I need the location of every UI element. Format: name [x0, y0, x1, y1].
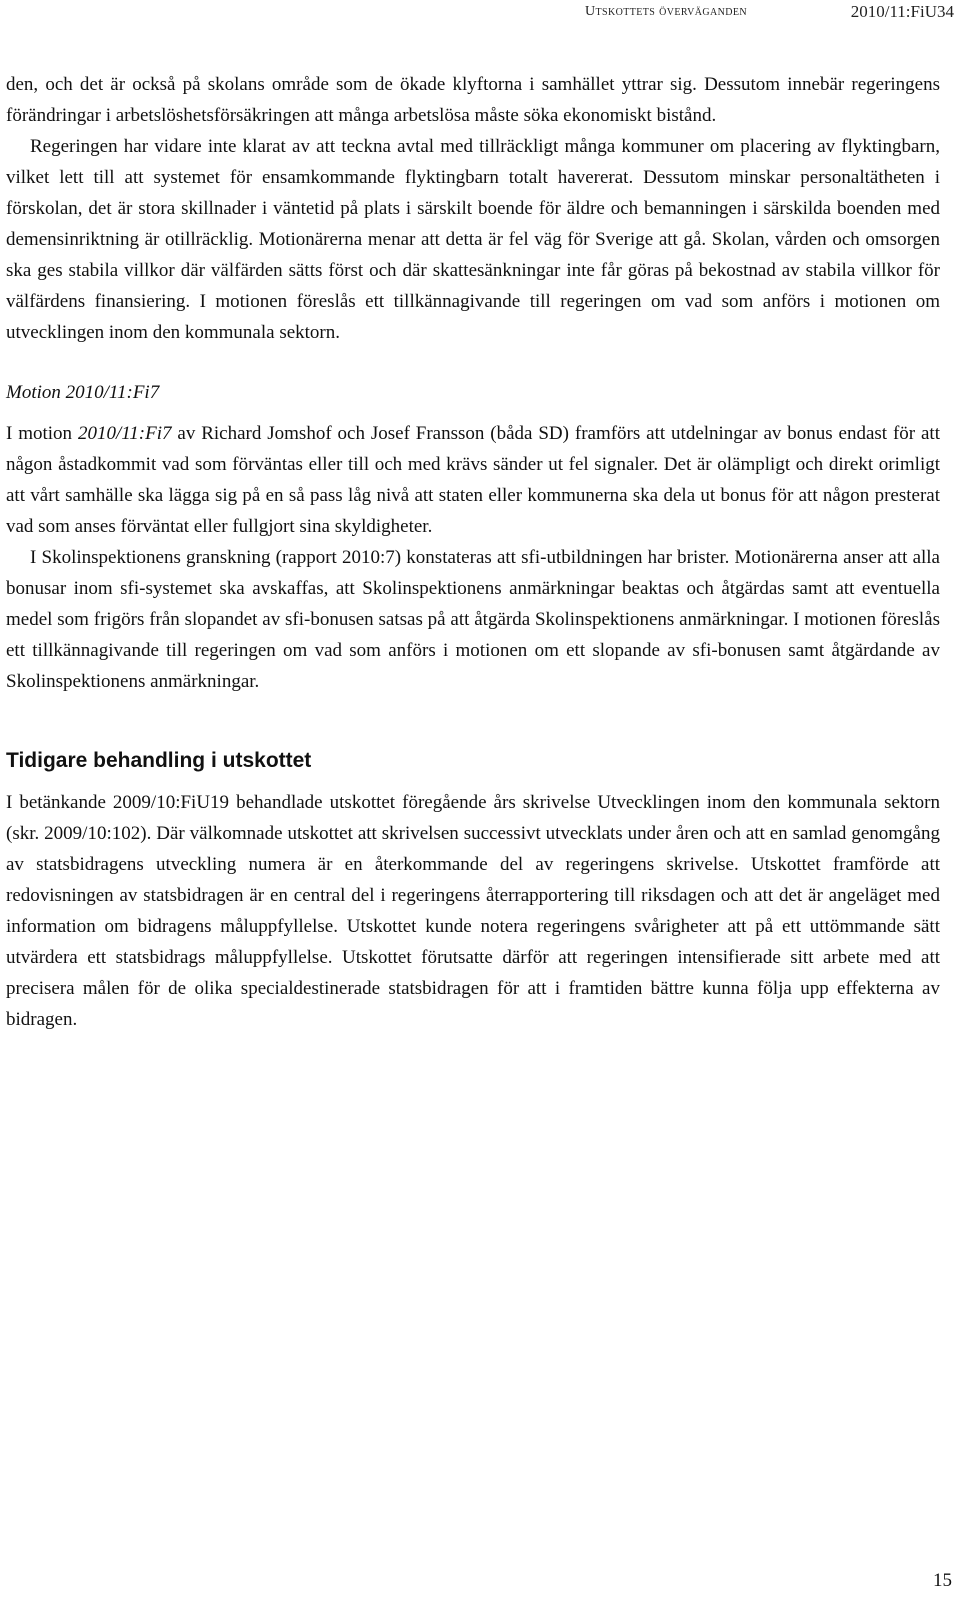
paragraph-motion-fi7 [6, 418, 940, 542]
page-header [0, 0, 960, 40]
motion-reference: 2010/11:Fi7 [77, 423, 172, 444]
paragraph-tidigare-behandling: I betänkande 2009/10:FiU19 behandlade utskottet föregående års skrivelse Utvecklingen inom den kommunala sektorn (skr. 2009/10:102). Där välkomnade utskottet att skrivelsen successivt utvecklats under åren och att en samlad genomgång av statsbidragens utveckling numera är en återkommande del av regeringens skrivelse. Utskottet framförde att redovisningen av statsbidragen är en central del i regeringens återrapportering till riksdagen och att det är angeläget med information om bidragens måluppfyllelse. Utskottet kunde notera regeringens svårigheter att på ett uttömmande sätt utvärdera ett statsbidrags måluppfyllelse. Utskottet förutsatte därför att regeringen intensifierade sitt arbete med att precisera målen för de olika specialdestinerade statsbidragen för att i framtiden bättre kunna följa upp effekterna av bidragen. [6, 792, 940, 1030]
paragraph-continuation: den, och det är också på skolans område som de ökade klyftorna i samhället yttrar sig. Dessutom innebär regeringens förändringar i arbetslöshetsförsäkringen att många arbetslösa måste söka ekonomiskt bistånd. [6, 74, 940, 126]
motion-prefix: I motion [6, 423, 78, 444]
motion-text: av Richard Jomshof och Josef Fransson (båda SD) framförs att utdelningar av bonus endast för att någon åstadkommit vad som förväntas eller till och med krävs sänder ut fel signaler. Det är olämpligt och direkt orimligt att vårt samhälle ska lägga sig på en så pass låg nivå att staten eller kommunerna ska dela ut bonus för att någon presterat vad som anses förväntat eller fullgjort sina skyldigheter. [6, 423, 940, 537]
motion-heading: Motion 2010/11:Fi7 [6, 382, 160, 403]
running-header-doc-id: 2010/11:FiU34 [850, 2, 954, 21]
section-heading: Tidigare behandling i utskottet [6, 749, 312, 772]
paragraph-regeringen: Regeringen har vidare inte klarat av att teckna avtal med tillräckligt många kommuner om placering av flyktingbarn, vilket lett till att systemet för ensamkommande flyktingbarn totalt havererat. Dessutom minskar personaltätheten i förskolan, det är stora skillnader i väntetid på plats i särskilt boende för äldre och bemanningen i särskilda boenden med demensinriktning är otillräcklig. Motionärerna menar att detta är fel väg för Sverige att gå. Skolan, vården och omsorgen ska ges stabila villkor där välfärden sätts först och där skattesänkningar inte får göras på bekostnad av stabila villkor för välfärdens finansiering. I motionen föreslås ett tillkännagivande till regeringen om vad som anförs i motionen om utvecklingen inom den kommunala sektorn. [6, 136, 940, 343]
running-header-section: Utskottets överväganden [585, 4, 747, 19]
page-number: 15 [933, 1570, 952, 1591]
document-body [6, 69, 940, 1035]
paragraph-skolinspektionen: I Skolinspektionens granskning (rapport 2010:7) konstateras att sfi-utbildningen har brister. Motionärerna anser att alla bonusar inom sfi-systemet ska avskaffas, att Skolinspektionens anmärkningar beaktas och åtgärdas samt att eventuella medel som frigörs från slopandet av sfi-bonusen satsas på att åtgärda Skolinspektionens anmärkningar. I motionen föreslås ett tillkännagivande till regeringen om vad som anförs i motionen om ett slopande av sfi-bonusen samt åtgärdande av Skolinspektionens anmärkningar. [6, 547, 940, 692]
